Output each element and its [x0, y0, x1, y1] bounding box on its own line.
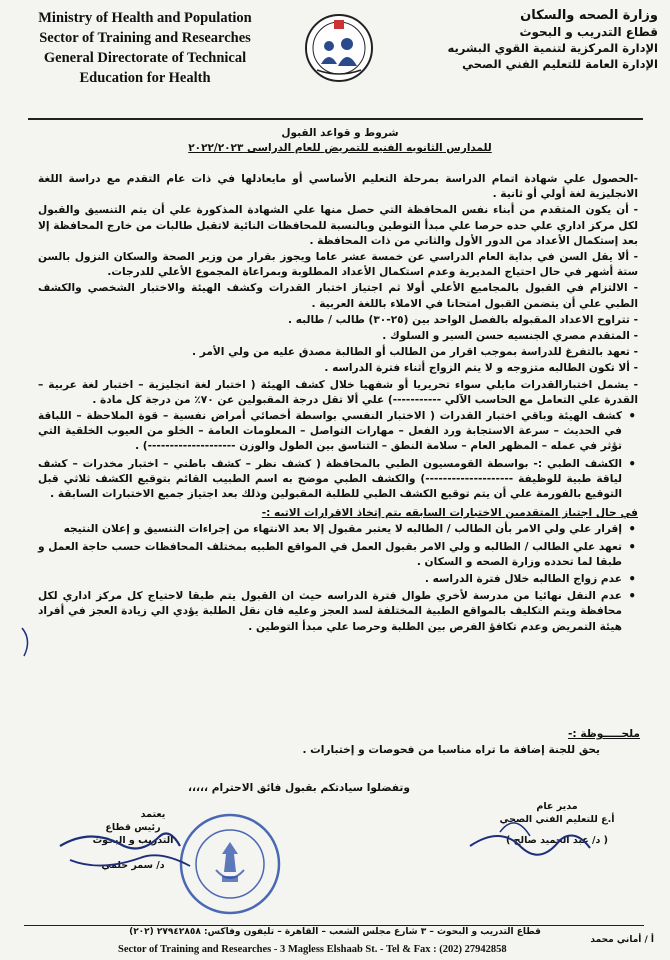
declaration-item: • إقرار علي ولي الامر بأن الطالب / الطالبه لا يعتبر مقبول إلا بعد الانتهاء من إجراءات التنسيق و إعلان النتيجه — [38, 522, 622, 537]
ministry-logo-icon — [303, 12, 375, 84]
condition-item: - ألا يقل السن في بداية العام الدراسي عن خمسة عشر عاما ويجوز بقرار من وزير الصحة والسكان النزول بالسن ستة أشهر في حال احتياج المديرية وعدم استكمال الأعداد المطلوبة وبمراعاة المجموع الأعلي للدرجات. — [38, 251, 638, 279]
official-seal-icon — [178, 812, 282, 916]
header-ar-line: الإدارة المركزية لتنمية القوي البشريه — [447, 41, 658, 55]
signature-title: أ.ع للتعليم الفني الصحي — [499, 814, 615, 825]
header-arabic-block — [413, 8, 658, 72]
condition-item: - المتقدم مصري الجنسيه حسن السير و السلوك . — [382, 330, 638, 343]
footer-divider — [24, 925, 644, 926]
closing-line: وتفضلوا سيادتكم بقبول فائق الاحترام ،،،،، — [187, 782, 410, 794]
test-bullet-item: • كشف الهيئة وباقي اختبار القدرات ( الاختبار النفسي بواسطة أخصائي أمراض نفسية – قوة الملاحظة – اللباقة في الحديث – سرعة الاستجابة ورد الفعل – مهارات التواصل – المعلومات العامة – الخلو من العيوب الخلقية التي تؤثر في عمله – المظهر العام – سلامة النطق – التناسق بين الطول والوزن --------------------) . — [38, 409, 622, 455]
header-en-line: Ministry of Health and Population — [38, 10, 252, 26]
header-divider — [28, 118, 643, 120]
signature-name: د/ سمر حلمي — [101, 860, 165, 871]
signature-title: التدريب و البحوث — [92, 835, 174, 846]
declarations-list — [38, 522, 638, 634]
signature-title: مدير عام — [536, 801, 578, 812]
signature-title: رئيس قطاع — [105, 822, 161, 833]
header-en-line: Sector of Training and Researches — [39, 30, 251, 46]
header-en-line: Education for Health — [79, 70, 211, 86]
declarations-heading: في حال اجتياز المتقدمين الاختبارات السابقه يتم إتخاذ الاقرارات الاتيه :- — [261, 507, 638, 520]
header-ar-line: قطاع التدريب و البحوث — [519, 25, 658, 39]
header-english-block — [20, 8, 270, 88]
condition-item: - أن يكون المتقدم من أبناء نفس المحافظة التي حصل منها علي الشهادة المذكورة علي أن يتم التنسيق والقبول لكل مركز اداري علي حده حرصا علي مبدأ التوطين وبالنسبة للمحافظات النائية لاتقبل طالبات من خارج المحافظة إلا بعد إستكمال الأعداد من الدور الأول والثاني من ذات المحافظة . — [38, 204, 638, 247]
note-text: يحق للجنة إضافة ما تراه مناسبا من فحوصات و إختبارات . — [302, 744, 600, 756]
conditions-body — [38, 172, 638, 637]
signature-director — [492, 800, 622, 847]
test-bullet-item: • الكشف الطبي :- بواسطة القومسيون الطبي بالمحافظة ( كشف نظر – كشف باطني – اختبار مخدرات – كشف لياقة طبية للوظيفة --------------------) والكشف الطبي موضح به اسم الطبيب القائم بتوقيع الكشف ثلاثي قبل التوقيع بالفورمة علي أن يتم توقيع الكشف الطبي للطلبة المقبولين وذلك بعد اجتياز جميع الاختبارات السابقة . — [38, 457, 622, 503]
footer-english-address: Sector of Training and Researches - 3 Magless Elshaab St. - Tel & Fax : (202) 27942858 — [118, 944, 507, 955]
declaration-item: • عدم النقل نهائيا من مدرسة لأخري طوال فترة الدراسه حيث ان القبول يتم طبقا لاحتياج كل مركز اداري لكل محافظة ويتم التكليف بالمواقع الطبية المختلفة لسد العجز وعليه فان نقل الطلبة يؤدي الي زيادة العجز في أفراد هيئة التمريض وعدم تكافؤ الفرص بين الطلبة وحرصا علي مبدأ التوطين . — [38, 589, 622, 635]
test-bullet-list — [38, 409, 638, 502]
declaration-item: • عدم زواج الطالبه خلال فترة الدراسه . — [38, 572, 622, 587]
footer-arabic-address: قطاع التدريب و البحوث – ٣ شارع مجلس الشعب – القاهرة – تليفون وفاكس: ٢٧٩٤٢٨٥٨ (٢٠٢) — [129, 927, 541, 937]
signature-name: ( د/ عبد الحميد صالح ) — [506, 835, 608, 846]
condition-item: -الحصول علي شهادة اتمام الدراسة بمرحلة التعليم الأساسي أو مايعادلها في ذات عام التقدم مع دراسة اللغة الانجليزية لغة أولي أو ثانية . — [38, 173, 638, 201]
header-ar-line: وزارة الصحه والسكان — [520, 8, 658, 23]
condition-item: - ألا تكون الطالبه متزوجه و لا يتم الزواج أثناء فترة الدراسه . — [324, 362, 638, 375]
condition-item: - يشمل اختبارالقدرات مايلي سواء تحريريا أو شفهيا خلال كشف الهيئة ( اختبار لغة انجليزية – اختبار لغة عربية – القدرة علي التعامل مع الحاسب الآلي -----------) علي ألا تقل درجة المقبولين عن ٧٠٪ من درجة كل مادة . — [38, 378, 638, 406]
condition-item: - تتراوح الاعداد المقبوله بالفصل الواحد بين (٢٥-٣٠) طالب / طالبه . — [288, 313, 638, 326]
approve-label: يعتمد — [140, 809, 166, 820]
header-en-line: General Directorate of Technical — [43, 50, 247, 66]
condition-item: - تعهد بالتفرغ للدراسة بموجب اقرار من الطالب أو الطالبة مصدق عليه من ولي الأمر . — [192, 346, 638, 359]
typist-initials: أ / أماني محمد — [590, 935, 654, 945]
declaration-item: • تعهد علي الطالب / الطالبه و ولي الامر بقبول العمل في المواقع الطبيه بمختلف المحافظات حسب حاجة العمل و طبقا لما تحدده وزارة الصحه و السكان . — [38, 540, 622, 570]
document-title: شروط و قواعد القبول — [281, 127, 399, 139]
header-ar-line: الإدارة العامة للتعليم الفني الصحي — [462, 57, 658, 71]
document-subtitle: للمدارس الثانويه الفنيه للتمريض للعام الدراسى ٢٠٢٢/٢٠٢٣ — [188, 142, 492, 154]
note-label: ملحـــــوظة :- — [568, 728, 640, 740]
condition-item: - الالتزام في القبول بالمجاميع الأعلي أولا ثم اجتياز اختبار القدرات وكشف الهيئة والاختبار الشخصي والكشف الطبي علي أن يتضمن القبول امتحانا في الاملاء باللغة العربية . — [38, 282, 638, 310]
